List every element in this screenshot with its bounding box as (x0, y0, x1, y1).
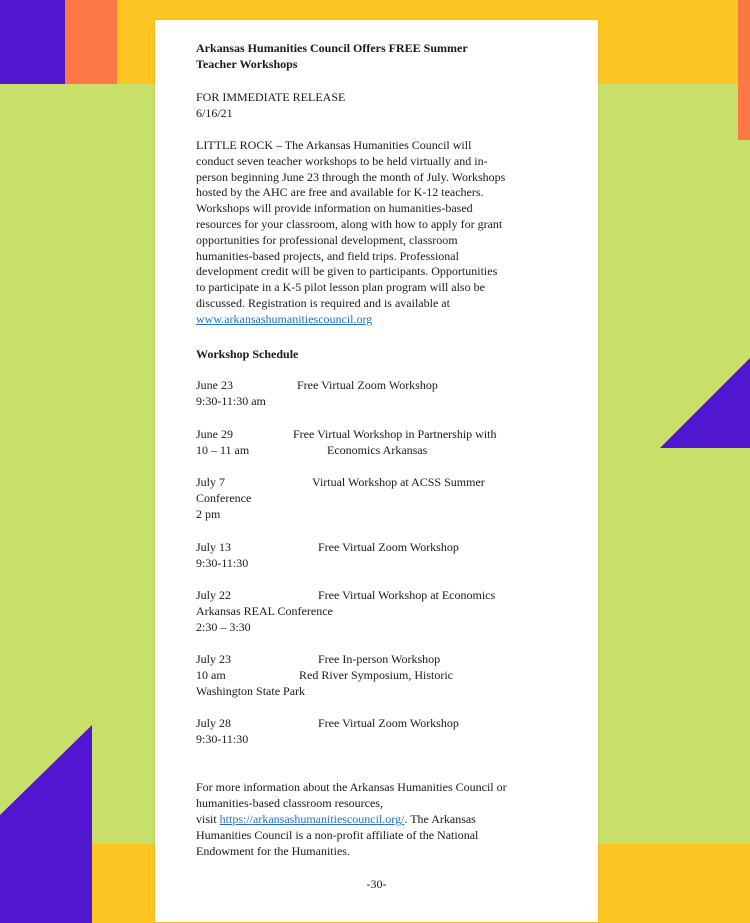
title-line-1: Arkansas Humanities Council Offers FREE Summer (196, 41, 468, 55)
website-link[interactable]: www.arkansashumanitiescouncil.org (196, 312, 373, 326)
body-link-line (196, 312, 372, 328)
schedule-desc-line-2: Red River Symposium, Historic (299, 667, 453, 682)
body-line-11: discussed. Registration is required and is available at (196, 296, 450, 310)
bg-purple-triangle-right (660, 358, 750, 448)
schedule-heading: Workshop Schedule (196, 347, 299, 361)
footer-after-link-text: . The Arkansas (404, 812, 476, 826)
schedule-time: 2 pm (196, 506, 221, 521)
footer-visit-text: visit (196, 812, 220, 826)
schedule-item-june-23 (196, 378, 438, 410)
footer-website-link[interactable]: https://arkansashumanitiescouncil.org/ (219, 812, 405, 826)
bg-orange-strip-right (738, 0, 750, 140)
body-line-5: Workshops will provide information on humanities-based (196, 201, 473, 215)
schedule-desc: Free Virtual Workshop in Partnership with (293, 427, 497, 441)
schedule-desc-line-2: Economics Arkansas (327, 442, 428, 457)
schedule-date: July 13 (196, 540, 232, 554)
schedule-item-july-22 (196, 588, 496, 635)
schedule-time: 9:30-11:30 (196, 555, 249, 570)
schedule-date: July 28 (196, 716, 232, 730)
footer-line-5: Endowment for the Humanities. (196, 844, 350, 858)
schedule-time: 10 – 11 am Economics Arkansas (196, 442, 428, 457)
release-date: 6/16/21 (196, 106, 233, 120)
schedule-desc: Free Virtual Zoom Workshop (297, 378, 438, 392)
schedule-date: July 7 (196, 475, 226, 489)
bg-purple-triangle-bottom-left (0, 725, 92, 923)
schedule-desc: Free In-person Workshop (318, 652, 441, 666)
schedule-item-july-23 (196, 652, 453, 699)
schedule-date: June 29 (196, 427, 233, 441)
body-line-9: development credit will be given to participants. Opportunities (196, 264, 498, 278)
schedule-desc-line-3: Washington State Park (196, 683, 306, 698)
schedule-item-july-13 (196, 540, 459, 572)
schedule-item-july-28 (196, 716, 459, 748)
bg-purple-square-top-left (0, 0, 65, 84)
schedule-time: 10 am Red River Symposium, Historic (196, 667, 453, 682)
schedule-date: July 23 (196, 652, 232, 666)
schedule-item-june-29 (196, 427, 497, 459)
footer-line-2: humanities-based classroom resources, (196, 796, 383, 810)
bg-orange-block-top-left (65, 0, 117, 84)
schedule-desc-line-2: Arkansas REAL Conference (196, 603, 333, 618)
title-line-2: Teacher Workshops (196, 57, 298, 71)
schedule-desc-line-2: Conference (196, 490, 252, 505)
schedule-item-july-7 (196, 475, 485, 522)
body-line-10: to participate in a K-5 pilot lesson plan program will also be (196, 280, 485, 294)
body-line-8: humanities-based projects, and field trips. Professional (196, 249, 459, 263)
body-line-7: opportunities for professional development, classroom (196, 233, 458, 247)
schedule-desc: Virtual Workshop at ACSS Summer (312, 475, 485, 489)
schedule-desc: Free Virtual Workshop at Economics (318, 588, 496, 602)
footer-line-3 (196, 812, 476, 828)
page-end-marker: -30- (366, 877, 387, 891)
schedule-time: 2:30 – 3:30 (196, 619, 251, 634)
schedule-time: 9:30-11:30 (196, 731, 249, 746)
body-line-6: resources for your classroom, along with how to apply for grant (196, 217, 503, 231)
release-label: FOR IMMEDIATE RELEASE (196, 90, 346, 104)
body-line-1: LITTLE ROCK – The Arkansas Humanities Council will (196, 138, 472, 152)
body-line-3: person beginning June 23 through the month of July. Workshops (196, 170, 506, 184)
schedule-desc: Free Virtual Zoom Workshop (318, 716, 459, 730)
body-line-4: hosted by the AHC are free and available for K-12 teachers. (196, 185, 484, 199)
schedule-date: July 22 (196, 588, 232, 602)
footer-line-1: For more information about the Arkansas Humanities Council or (196, 780, 507, 794)
press-release-page (155, 20, 598, 922)
schedule-desc: Free Virtual Zoom Workshop (318, 540, 459, 554)
body-line-2: conduct seven teacher workshops to be held virtually and in- (196, 154, 488, 168)
schedule-time: 9:30-11:30 am (196, 393, 266, 408)
footer-line-4: Humanities Council is a non-profit affiliate of the National (196, 828, 479, 842)
schedule-date: June 23 (196, 378, 233, 392)
